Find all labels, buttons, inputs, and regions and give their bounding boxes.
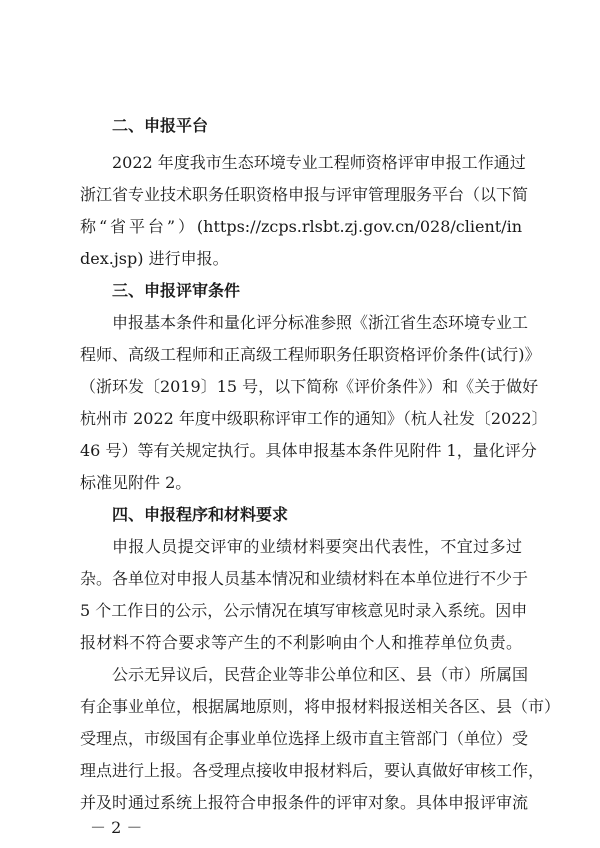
paragraph-line: 杭州市 2022 年度中级职称评审工作的通知》（杭人社发〔2022〕 (80, 409, 548, 428)
paragraph-line: 理点进行上报。各受理点接收申报材料后，要认真做好审核工作， (80, 761, 545, 780)
paragraph-line: 杂。各单位对申报人员基本情况和业绩材料在本单位进行不少于 (80, 569, 529, 588)
section-heading-conditions: 三、申报评审条件 (112, 281, 241, 300)
paragraph-line: 有企事业单位，根据属地原则，将申报材料报送相关各区、县（市） (80, 697, 561, 716)
paragraph-line: 2022 年度我市生态环境专业工程师资格评审申报工作通过 (112, 153, 526, 172)
paragraph-line: 公示无异议后，民营企业等非公单位和区、县（市）所属国 (112, 665, 529, 684)
paragraph-line: dex.jsp) 进行申报。 (80, 249, 229, 268)
section-heading-platform: 二、申报平台 (112, 116, 209, 135)
paragraph-line: 并及时通过系统上报符合申报条件的评审对象。具体申报评审流 (80, 793, 529, 812)
paragraph-line: 46 号）等有关规定执行。具体申报基本条件见附件 1，量化评分 (80, 441, 537, 460)
paragraph-line: 5 个工作日的公示，公示情况在填写审核意见时录入系统。因申 (80, 601, 528, 620)
paragraph-line: 申报人员提交评审的业绩材料要突出代表性，不宜过多过 (112, 537, 522, 556)
paragraph-line: 申报基本条件和量化评分标准参照《浙江省生态环境专业工 (112, 313, 529, 332)
paragraph-line: 称“省平台”）(https://zcps.rlsbt.zj.gov.cn/028/client/in (80, 217, 522, 236)
page-number: － 2 － (90, 818, 143, 837)
paragraph-line: （浙环发〔2019〕15 号，以下简称《评价条件》）和《关于做好 (80, 377, 539, 396)
paragraph-line: 浙江省专业技术职务任职资格申报与评审管理服务平台（以下简 (80, 185, 529, 204)
section-heading-procedure: 四、申报程序和材料要求 (112, 505, 289, 524)
paragraph-line: 受理点，市级国有企事业单位选择上级市直主管部门（单位）受 (80, 729, 529, 748)
paragraph-line: 报材料不符合要求等产生的不利影响由个人和推荐单位负责。 (80, 633, 522, 652)
paragraph-line: 程师、高级工程师和正高级工程师职务任职资格评价条件(试行)》 (80, 345, 541, 364)
paragraph-line: 标准见附件 2。 (80, 473, 192, 492)
